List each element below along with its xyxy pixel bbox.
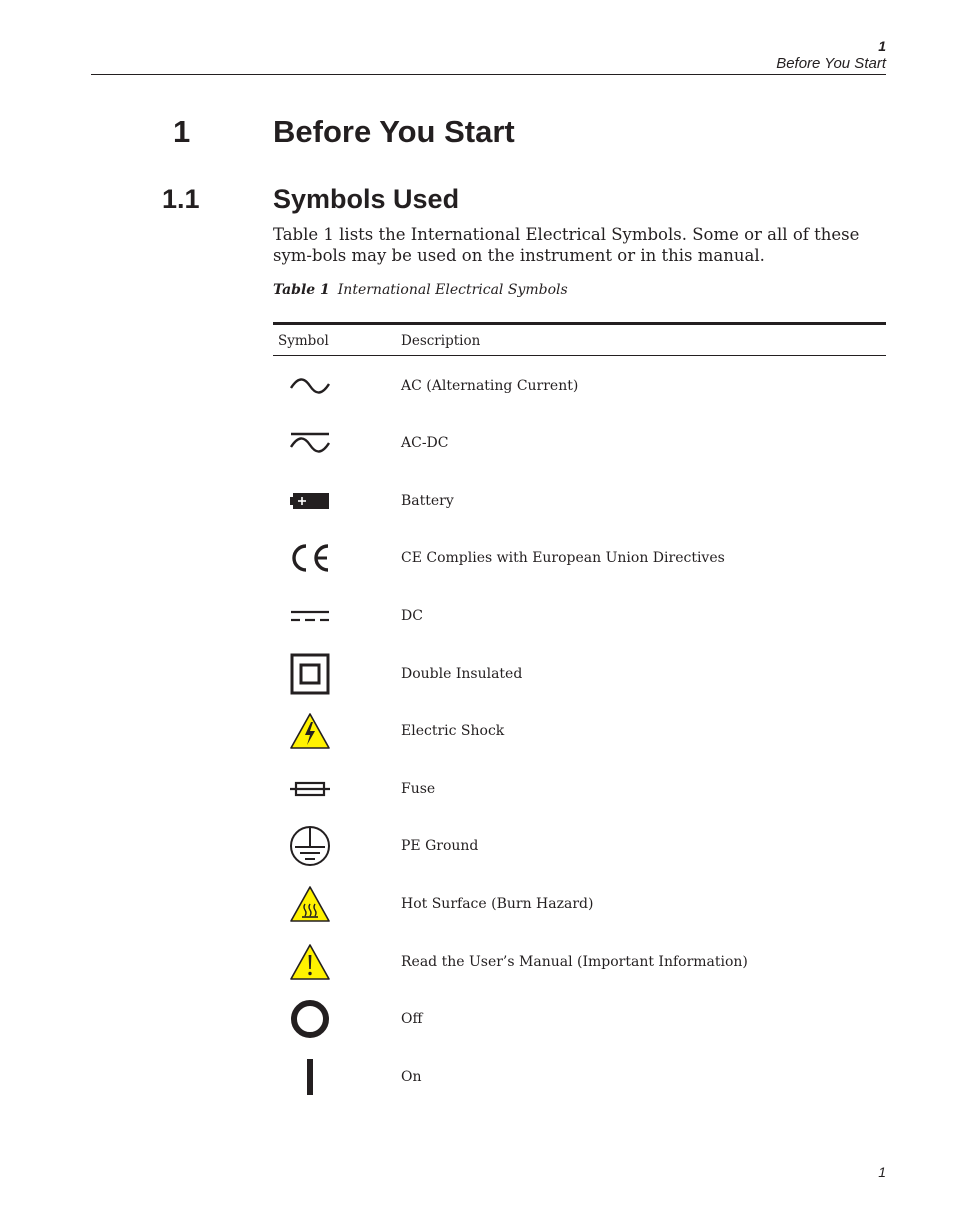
running-header — [776, 38, 886, 72]
table-row — [273, 362, 886, 410]
ce-mark-icon — [289, 534, 331, 582]
page-number: 1 — [878, 1164, 886, 1180]
table-row-description: PE Ground — [401, 838, 479, 854]
chapter-title: Before You Start — [273, 114, 515, 149]
table-row-description: CE Complies with European Union Directives — [401, 550, 725, 566]
table-row-description: Fuse — [401, 781, 436, 797]
table-row — [273, 592, 886, 640]
table-caption-title: International Electrical Symbols — [337, 282, 568, 298]
off-icon — [289, 995, 331, 1043]
ac-icon — [289, 362, 331, 410]
table-row — [273, 534, 886, 582]
intro-paragraph: Table 1 lists the International Electrical Symbols. Some or all of these sym-bols may be used on the instrument or in this manual. — [273, 225, 860, 265]
dc-icon — [289, 592, 331, 640]
table-row-description: Hot Surface (Burn Hazard) — [401, 896, 594, 912]
table-row — [273, 419, 886, 467]
ac-dc-icon — [289, 419, 331, 467]
table-row — [273, 765, 886, 813]
table-row — [273, 707, 886, 755]
table-row-description: On — [401, 1069, 422, 1085]
chapter-number: 1 — [173, 114, 191, 149]
on-icon — [289, 1053, 331, 1101]
section-number: 1.1 — [162, 184, 200, 214]
table-row-description: AC-DC — [401, 435, 449, 451]
table-row — [273, 995, 886, 1043]
electric-shock-warning-icon — [289, 707, 331, 755]
table-row-description: Off — [401, 1011, 423, 1027]
table-row-description: Electric Shock — [401, 723, 505, 739]
double-insulated-icon — [289, 650, 331, 698]
battery-icon — [289, 477, 331, 525]
header-rule — [91, 74, 886, 75]
column-header-symbol: Symbol — [278, 333, 329, 349]
table-row — [273, 880, 886, 928]
table-row — [273, 822, 886, 870]
table-row-description: Battery — [401, 493, 454, 509]
table-top-rule — [273, 322, 886, 325]
table-row-description: Read the User’s Manual (Important Information) — [401, 954, 748, 970]
fuse-icon — [289, 765, 331, 813]
table-caption-label: Table 1 — [273, 282, 330, 298]
table-row-description: AC (Alternating Current) — [401, 378, 579, 394]
running-header-chapter: 1 — [878, 38, 886, 54]
table-row — [273, 650, 886, 698]
table-row — [273, 1053, 886, 1101]
section-title: Symbols Used — [273, 184, 460, 214]
table-caption — [273, 282, 568, 298]
pe-ground-icon — [289, 822, 331, 870]
table-row-description: Double Insulated — [401, 666, 523, 682]
table-row — [273, 477, 886, 525]
table-row — [273, 938, 886, 986]
table-header-rule — [273, 355, 886, 356]
column-header-description: Description — [401, 333, 481, 349]
table-row-description: DC — [401, 608, 423, 624]
read-manual-warning-icon — [289, 938, 331, 986]
hot-surface-warning-icon — [289, 880, 331, 928]
running-header-title: Before You Start — [776, 55, 886, 72]
